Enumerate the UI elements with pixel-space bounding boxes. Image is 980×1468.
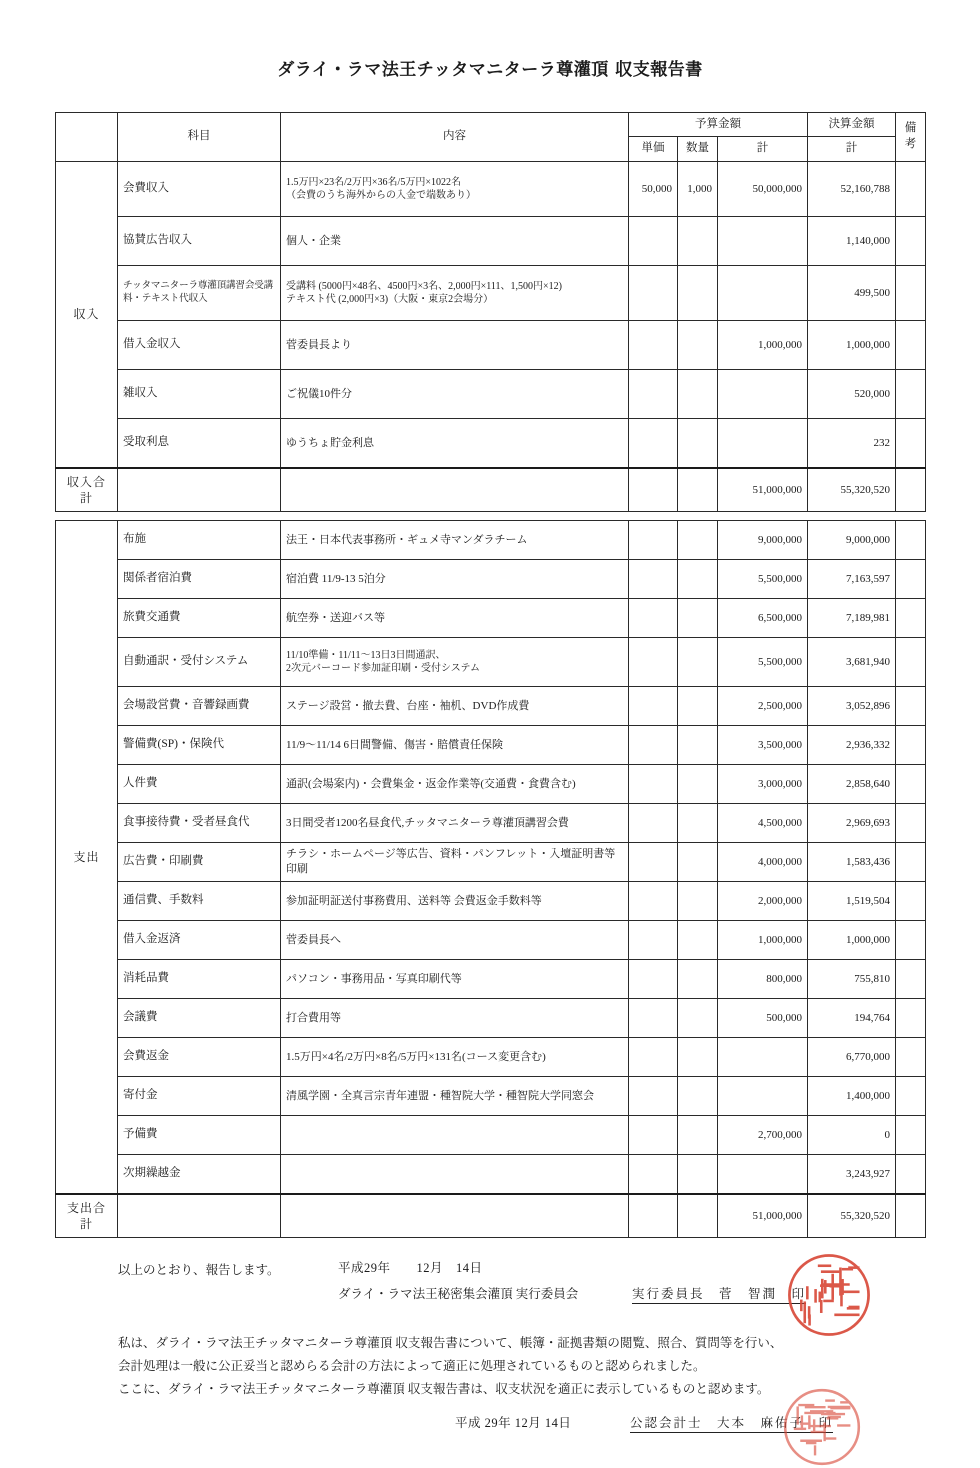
row-quantity [678, 599, 718, 638]
row-remarks [896, 599, 926, 638]
row-quantity [678, 1155, 718, 1195]
row-budget-subtotal: 3,500,000 [718, 726, 808, 765]
row-unit-price [629, 370, 678, 419]
row-description: 個人・企業 [281, 217, 629, 266]
row-item-name: 旅費交通費 [118, 599, 281, 638]
seal-glyph [782, 1387, 862, 1467]
row-description: 11/9～11/14 6日間警備、傷害・賠償責任保険 [281, 726, 629, 765]
row-quantity [678, 960, 718, 999]
row-remarks [896, 321, 926, 370]
row-unit-price [629, 1038, 678, 1077]
row-item-name: 寄付金 [118, 1077, 281, 1116]
row-settlement-total: 520,000 [808, 370, 896, 419]
table-row [56, 804, 926, 843]
row-description: 清風学園・全真言宗青年連盟・種智院大学・種智院大学同窓会 [281, 1077, 629, 1116]
row-settlement-total: 7,189,981 [808, 599, 896, 638]
table-row [56, 765, 926, 804]
row-quantity [678, 521, 718, 560]
row-unit-price [629, 804, 678, 843]
row-quantity [678, 266, 718, 321]
row-item-name: 人件費 [118, 765, 281, 804]
row-unit-price [629, 217, 678, 266]
row-description: 打合費用等 [281, 999, 629, 1038]
row-budget-subtotal [718, 1155, 808, 1195]
row-budget-subtotal: 800,000 [718, 960, 808, 999]
organization-name: ダライ・ラマ法王秘密集会灌頂 実行委員会 [338, 1287, 579, 1301]
row-quantity [678, 921, 718, 960]
row-item-name: 布施 [118, 521, 281, 560]
expense-table-body [56, 521, 926, 1238]
row-quantity [678, 1116, 718, 1155]
income-side-label: 収入 [56, 162, 118, 469]
audit-line-2: 会計処理は一般に公正妥当と認めらる会計の方法によって適正に処理されているものと認められました。 [118, 1359, 706, 1374]
row-settlement-total: 2,858,640 [808, 765, 896, 804]
row-budget-subtotal: 1,000,000 [718, 921, 808, 960]
row-quantity [678, 765, 718, 804]
chair-seal-stamp-icon [786, 1252, 872, 1338]
row-remarks [896, 1038, 926, 1077]
row-item-name: 通信費、手数料 [118, 882, 281, 921]
row-remarks [896, 1116, 926, 1155]
row-unit-price [629, 999, 678, 1038]
table-row [56, 687, 926, 726]
header-budget-group: 予算金額 [629, 113, 808, 137]
row-unit-price [629, 960, 678, 999]
row-budget-subtotal: 50,000,000 [718, 162, 808, 217]
row-settlement-total: 0 [808, 1116, 896, 1155]
row-remarks [896, 687, 926, 726]
table-row [56, 217, 926, 266]
expense-total-unit-price [629, 1194, 678, 1238]
table-row [56, 1077, 926, 1116]
row-quantity [678, 419, 718, 469]
table-row [56, 1038, 926, 1077]
row-remarks [896, 638, 926, 687]
row-remarks [896, 960, 926, 999]
row-settlement-total: 232 [808, 419, 896, 469]
row-budget-subtotal: 4,000,000 [718, 843, 808, 882]
row-description: チラシ・ホームページ等広告、資料・パンフレット・入壇証明書等印刷 [281, 843, 629, 882]
row-remarks [896, 560, 926, 599]
row-remarks [896, 921, 926, 960]
row-remarks [896, 162, 926, 217]
row-remarks [896, 999, 926, 1038]
row-remarks [896, 1077, 926, 1116]
row-budget-subtotal: 500,000 [718, 999, 808, 1038]
row-quantity [678, 804, 718, 843]
row-unit-price [629, 921, 678, 960]
row-unit-price [629, 266, 678, 321]
row-item-name: 協賛広告収入 [118, 217, 281, 266]
row-settlement-total: 1,583,436 [808, 843, 896, 882]
row-settlement-total: 1,000,000 [808, 321, 896, 370]
row-item-name: 広告費・印刷費 [118, 843, 281, 882]
row-remarks [896, 843, 926, 882]
row-unit-price [629, 1155, 678, 1195]
row-item-name: 次期繰越金 [118, 1155, 281, 1195]
row-item-name: 会議費 [118, 999, 281, 1038]
table-row [56, 266, 926, 321]
row-quantity [678, 370, 718, 419]
income-total-remarks [896, 468, 926, 512]
row-quantity [678, 882, 718, 921]
expense-total-remarks [896, 1194, 926, 1238]
row-description [281, 1155, 629, 1195]
row-budget-subtotal [718, 266, 808, 321]
income-total-settlement: 55,320,520 [808, 468, 896, 512]
row-settlement-total: 3,681,940 [808, 638, 896, 687]
chair-signature: 実行委員長 菅 智潤 印 [632, 1284, 806, 1304]
income-total-row [56, 468, 926, 512]
header-content: 内容 [281, 113, 629, 162]
expense-total-item-blank [118, 1194, 281, 1238]
row-settlement-total: 1,519,504 [808, 882, 896, 921]
row-item-name: 消耗品費 [118, 960, 281, 999]
row-item-name: 雑収入 [118, 370, 281, 419]
row-item-name: チッタマニターラ尊灌頂講習会受講料・テキスト代収入 [118, 266, 281, 321]
report-date: 平成29年 12月 14日 [338, 1261, 483, 1275]
income-table [55, 112, 926, 512]
row-budget-subtotal [718, 1077, 808, 1116]
expense-total-desc-blank [281, 1194, 629, 1238]
row-description: 宿泊費 11/9-13 5泊分 [281, 560, 629, 599]
table-row [56, 419, 926, 469]
row-settlement-total: 3,052,896 [808, 687, 896, 726]
row-item-name: 会費収入 [118, 162, 281, 217]
report-statement: 以上のとおり、報告します。 [118, 1263, 280, 1277]
income-total-unit-price [629, 468, 678, 512]
row-settlement-total: 499,500 [808, 266, 896, 321]
expense-total-label: 支出合計 [56, 1194, 118, 1238]
row-unit-price [629, 726, 678, 765]
row-description: ステージ設営・撤去費、台座・袖机、DVD作成費 [281, 687, 629, 726]
row-description: 受講料 (5000円×48名、4500円×3名、2,000円×111、1,500円×12) テキスト代 (2,000円×3)（大阪・東京2会場分） [281, 266, 629, 321]
row-settlement-total: 2,936,332 [808, 726, 896, 765]
row-unit-price [629, 521, 678, 560]
row-budget-subtotal: 4,500,000 [718, 804, 808, 843]
row-budget-subtotal: 5,500,000 [718, 560, 808, 599]
row-quantity: 1,000 [678, 162, 718, 217]
row-item-name: 食事接待費・受者昼食代 [118, 804, 281, 843]
table-row [56, 843, 926, 882]
row-description: 1.5万円×4名/2万円×8名/5万円×131名(コース変更含む) [281, 1038, 629, 1077]
row-remarks [896, 804, 926, 843]
table-row [56, 921, 926, 960]
income-total-desc-blank [281, 468, 629, 512]
row-settlement-total: 7,163,597 [808, 560, 896, 599]
income-total-item-blank [118, 468, 281, 512]
header-unit-price: 単価 [629, 137, 678, 162]
row-remarks [896, 765, 926, 804]
row-description: 3日間受者1200名昼食代,チッタマニターラ尊灌頂講習会費 [281, 804, 629, 843]
row-settlement-total: 194,764 [808, 999, 896, 1038]
table-row [56, 521, 926, 560]
row-quantity [678, 1038, 718, 1077]
income-total-quantity [678, 468, 718, 512]
row-remarks [896, 217, 926, 266]
header-item: 科目 [118, 113, 281, 162]
row-quantity [678, 217, 718, 266]
row-settlement-total: 1,000,000 [808, 921, 896, 960]
row-description: 1.5万円×23名/2万円×36名/5万円×1022名 （会費のうち海外からの入金で端数あり） [281, 162, 629, 217]
header-budget-subtotal: 計 [718, 137, 808, 162]
row-description: 航空券・送迎バス等 [281, 599, 629, 638]
row-remarks [896, 882, 926, 921]
row-unit-price: 50,000 [629, 162, 678, 217]
expense-total-row [56, 1194, 926, 1238]
row-remarks [896, 521, 926, 560]
row-unit-price [629, 882, 678, 921]
income-table-head [56, 113, 926, 162]
row-budget-subtotal: 9,000,000 [718, 521, 808, 560]
row-unit-price [629, 599, 678, 638]
row-unit-price [629, 687, 678, 726]
row-unit-price [629, 638, 678, 687]
row-item-name: 借入金返済 [118, 921, 281, 960]
row-budget-subtotal: 6,500,000 [718, 599, 808, 638]
row-description: ご祝儀10件分 [281, 370, 629, 419]
row-settlement-total: 3,243,927 [808, 1155, 896, 1195]
row-quantity [678, 560, 718, 599]
row-description: 法王・日本代表事務所・ギュメ寺マンダラチーム [281, 521, 629, 560]
row-quantity [678, 726, 718, 765]
expense-total-quantity [678, 1194, 718, 1238]
row-description: 菅委員長より [281, 321, 629, 370]
row-settlement-total: 1,400,000 [808, 1077, 896, 1116]
row-unit-price [629, 1077, 678, 1116]
income-table-body [56, 162, 926, 512]
row-remarks [896, 726, 926, 765]
header-quantity: 数量 [678, 137, 718, 162]
row-budget-subtotal [718, 419, 808, 469]
row-budget-subtotal: 1,000,000 [718, 321, 808, 370]
audit-line-1: 私は、ダライ・ラマ法王チッタマニターラ尊灌頂 収支報告書について、帳簿・証拠書類の閲覧、照合、質問等を行い、 [118, 1336, 783, 1350]
row-remarks [896, 419, 926, 469]
row-description: ゆうちょ貯金利息 [281, 419, 629, 469]
row-unit-price [629, 321, 678, 370]
row-description: 11/10準備・11/11～13日3日間通訳、 2次元バーコード参加証印刷・受付システム [281, 638, 629, 687]
row-budget-subtotal [718, 370, 808, 419]
row-quantity [678, 321, 718, 370]
row-budget-subtotal: 5,500,000 [718, 638, 808, 687]
row-budget-subtotal: 2,700,000 [718, 1116, 808, 1155]
row-remarks [896, 266, 926, 321]
table-row [56, 162, 926, 217]
row-budget-subtotal: 3,000,000 [718, 765, 808, 804]
table-row [56, 726, 926, 765]
row-item-name: 予備費 [118, 1116, 281, 1155]
table-row [56, 1155, 926, 1195]
row-unit-price [629, 765, 678, 804]
cpa-seal-stamp-icon [782, 1387, 862, 1467]
page-title: ダライ・ラマ法王チッタマニターラ尊灌頂 収支報告書 [277, 60, 703, 80]
row-settlement-total: 755,810 [808, 960, 896, 999]
row-settlement-total: 6,770,000 [808, 1038, 896, 1077]
row-quantity [678, 638, 718, 687]
table-row [56, 999, 926, 1038]
seal-glyph [786, 1252, 872, 1338]
row-settlement-total: 2,969,693 [808, 804, 896, 843]
row-item-name: 警備費(SP)・保険代 [118, 726, 281, 765]
table-row [56, 560, 926, 599]
table-row [56, 321, 926, 370]
row-budget-subtotal [718, 1038, 808, 1077]
audit-date: 平成 29年 12月 14日 [455, 1416, 572, 1430]
row-item-name: 関係者宿泊費 [118, 560, 281, 599]
row-description [281, 1116, 629, 1155]
table-row [56, 638, 926, 687]
row-quantity [678, 1077, 718, 1116]
row-unit-price [629, 1116, 678, 1155]
row-item-name: 会場設営費・音響録画費 [118, 687, 281, 726]
table-row [56, 882, 926, 921]
table-row [56, 960, 926, 999]
row-item-name: 受取利息 [118, 419, 281, 469]
row-description: 通訳(会場案内)・会費集金・返金作業等(交通費・食費含む) [281, 765, 629, 804]
row-quantity [678, 843, 718, 882]
row-budget-subtotal: 2,500,000 [718, 687, 808, 726]
row-item-name: 自動通訳・受付システム [118, 638, 281, 687]
header-remarks: 備考 [896, 113, 926, 162]
cpa-signature: 公認会計士 大本 麻佑子 印 [630, 1413, 833, 1433]
row-item-name: 借入金収入 [118, 321, 281, 370]
table-row [56, 370, 926, 419]
table-row [56, 1116, 926, 1155]
row-remarks [896, 370, 926, 419]
row-settlement-total: 52,160,788 [808, 162, 896, 217]
income-total-label: 収入合計 [56, 468, 118, 512]
header-settlement-group: 決算金額 [808, 113, 896, 137]
row-remarks [896, 1155, 926, 1195]
row-unit-price [629, 560, 678, 599]
expense-total-settlement: 55,320,520 [808, 1194, 896, 1238]
expense-table [55, 520, 926, 1238]
income-total-budget: 51,000,000 [718, 468, 808, 512]
row-budget-subtotal: 2,000,000 [718, 882, 808, 921]
row-description: 参加証明証送付事務費用、送料等 会費返金手数料等 [281, 882, 629, 921]
row-description: パソコン・事務用品・写真印刷代等 [281, 960, 629, 999]
row-settlement-total: 9,000,000 [808, 521, 896, 560]
audit-statement [118, 1332, 782, 1401]
row-unit-price [629, 419, 678, 469]
row-unit-price [629, 843, 678, 882]
audit-line-3: ここに、ダライ・ラマ法王チッタマニターラ尊灌頂 収支報告書は、収支状況を適正に表示しているものと認めます。 [118, 1382, 770, 1397]
table-row [56, 599, 926, 638]
header-settlement-total: 計 [808, 137, 896, 162]
row-quantity [678, 687, 718, 726]
row-budget-subtotal [718, 217, 808, 266]
row-quantity [678, 999, 718, 1038]
row-item-name: 会費返金 [118, 1038, 281, 1077]
expense-side-label: 支出 [56, 521, 118, 1195]
table-header-row-top [56, 113, 926, 137]
expense-total-budget: 51,000,000 [718, 1194, 808, 1238]
row-settlement-total: 1,140,000 [808, 217, 896, 266]
row-description: 菅委員長へ [281, 921, 629, 960]
header-blank-side [56, 113, 118, 162]
